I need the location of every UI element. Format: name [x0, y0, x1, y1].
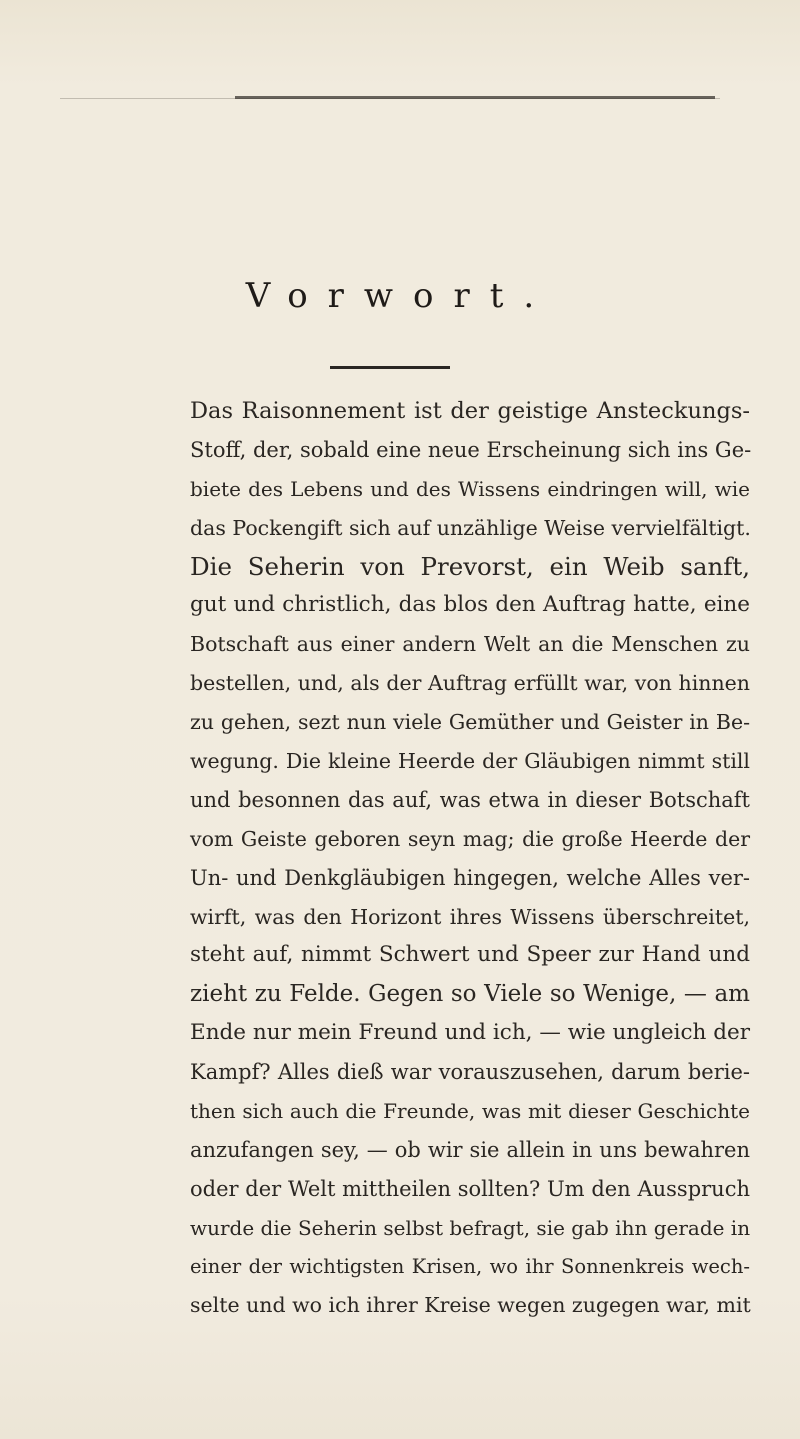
text-line: Die Seherin von Prevorst, ein Weib sanft, — [190, 551, 750, 581]
text-line: bestellen, und, als der Auftrag erfüllt war, von hinnen — [190, 671, 750, 696]
page-heading: Vorwort. — [245, 276, 555, 316]
text-line: zieht zu Felde. Gegen so Viele so Wenige, — am — [190, 981, 750, 1008]
text-line: Das Raisonnement ist der geistige Ansteckungs- — [190, 398, 750, 424]
text-line: einer der wichtigsten Krisen, wo ihr Sonnenkreis wech- — [190, 1254, 750, 1278]
text-line: zu gehen, sezt nun viele Gemüther und Geister in Be- — [190, 710, 750, 735]
text-line: Botschaft aus einer andern Welt an die Menschen zu — [190, 632, 750, 657]
text-line: wurde die Seherin selbst befragt, sie gab ihn gerade in — [190, 1215, 751, 1240]
top-ornament-rule — [235, 96, 715, 99]
text-line: biete des Lebens und des Wissens eindringen will, wie — [190, 476, 750, 501]
text-line: Ende nur mein Freund und ich, — wie ungleich der — [190, 1020, 750, 1046]
text-line: wirft, was den Horizont ihres Wissens überschreitet, — [190, 904, 750, 929]
body-text — [190, 392, 750, 1325]
text-line: wegung. Die kleine Heerde der Gläubigen nimmt still — [190, 749, 750, 774]
text-line: Kampf? Alles dieß war vorauszusehen, darum berie- — [190, 1060, 750, 1085]
text-line: vom Geiste geboren seyn mag; die große Heerde der — [190, 826, 750, 851]
text-line: das Pockengift sich auf unzählige Weise vervielfältigt. — [190, 515, 751, 540]
text-line: Un- und Denkgläubigen hingegen, welche Alles ver- — [190, 865, 750, 890]
text-line: oder der Welt mittheilen sollten? Um den Ausspruch — [190, 1176, 750, 1201]
text-line: steht auf, nimmt Schwert und Speer zur Hand und — [190, 942, 750, 968]
heading-underline — [330, 366, 450, 369]
text-line: anzufangen sey, — ob wir sie allein in uns bewahren — [190, 1137, 750, 1162]
text-line: then sich auch die Freunde, was mit dieser Geschichte — [190, 1099, 750, 1124]
text-line: und besonnen das auf, was etwa in dieser Botschaft — [190, 787, 750, 812]
text-line: gut und christlich, das blos den Auftrag hatte, eine — [190, 592, 750, 618]
text-line: selte und wo ich ihrer Kreise wegen zugegen war, mit — [190, 1293, 751, 1318]
text-line: Stoff, der, sobald eine neue Erscheinung sich ins Ge- — [190, 437, 752, 462]
